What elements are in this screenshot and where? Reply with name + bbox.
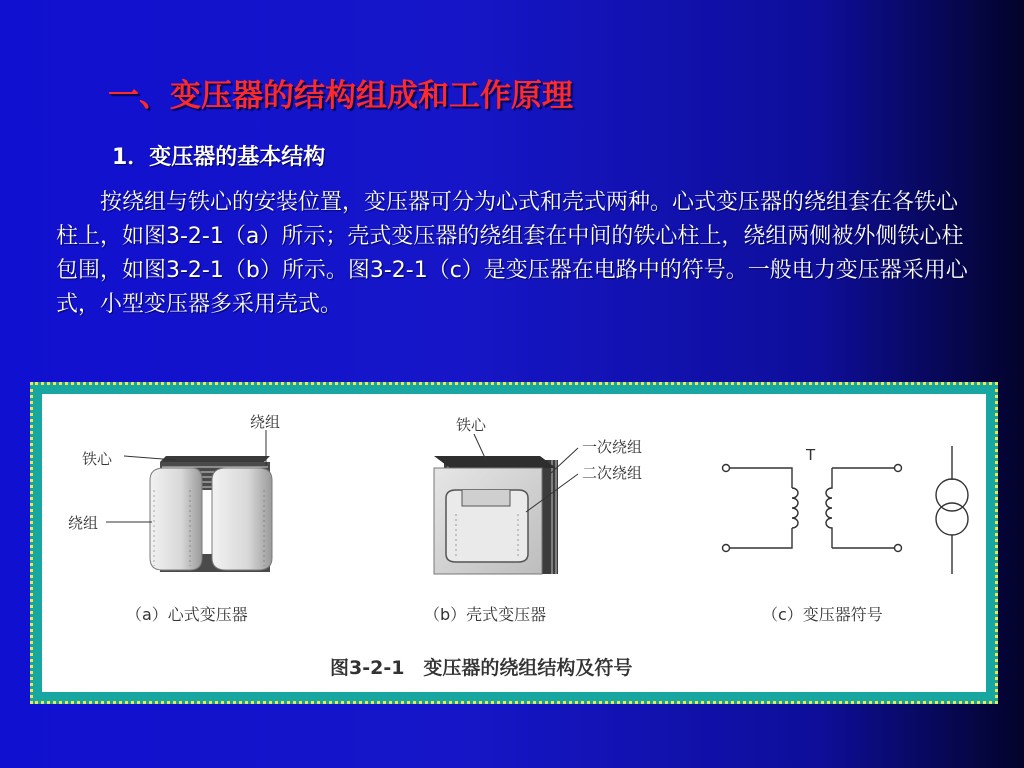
figure-panel <box>42 394 986 692</box>
secondary-coil-icon <box>826 468 832 548</box>
figure-frame <box>30 382 998 704</box>
section-heading: 1．变压器的基本结构 <box>112 145 326 170</box>
figure-caption: 图3-2-1 变压器的绕组结构及符号 <box>330 657 633 679</box>
label-primary-winding: 一次绕组 <box>582 438 643 456</box>
caption-c: （c）变压器符号 <box>762 605 883 624</box>
shell-type-transformer <box>424 416 642 624</box>
caption-b: （b）壳式变压器 <box>424 605 547 624</box>
label-T: T <box>806 446 816 464</box>
body-paragraph: 按绕组与铁心的安装位置，变压器可分为心式和壳式两种。心式变压器的绕组套在各铁心柱上，如图3-2-1（a）所示；壳式变压器的绕组套在中间的铁心柱上，绕组两侧被外侧铁心柱包围，如图3-2-1（b）所示。图3-2-1（c）是变压器在电路中的符号。一般电力变压器采用心式，小型变压器多采用壳式。 <box>56 190 968 317</box>
primary-lead-bottom <box>730 528 792 548</box>
core-type-coil-left <box>150 468 202 570</box>
primary-coil-icon <box>792 488 798 528</box>
shell-type-coil <box>446 490 528 562</box>
label-winding-top: 绕组 <box>250 413 281 431</box>
label-winding-left: 绕组 <box>68 514 99 532</box>
primary-lead-top <box>730 468 792 488</box>
figure-drawing <box>42 394 986 692</box>
label-secondary-winding: 二次绕组 <box>582 464 643 482</box>
label-core-b: 铁心 <box>456 416 487 434</box>
terminal-icons <box>723 465 902 552</box>
slide-title: 一、变压器的结构组成和工作原理 <box>108 78 573 114</box>
label-core-a: 铁心 <box>82 450 113 468</box>
transformer-symbol <box>723 446 969 574</box>
core-type-transformer <box>68 413 280 624</box>
circle-symbol-icon <box>936 446 968 574</box>
caption-a: （a）心式变压器 <box>126 605 248 624</box>
